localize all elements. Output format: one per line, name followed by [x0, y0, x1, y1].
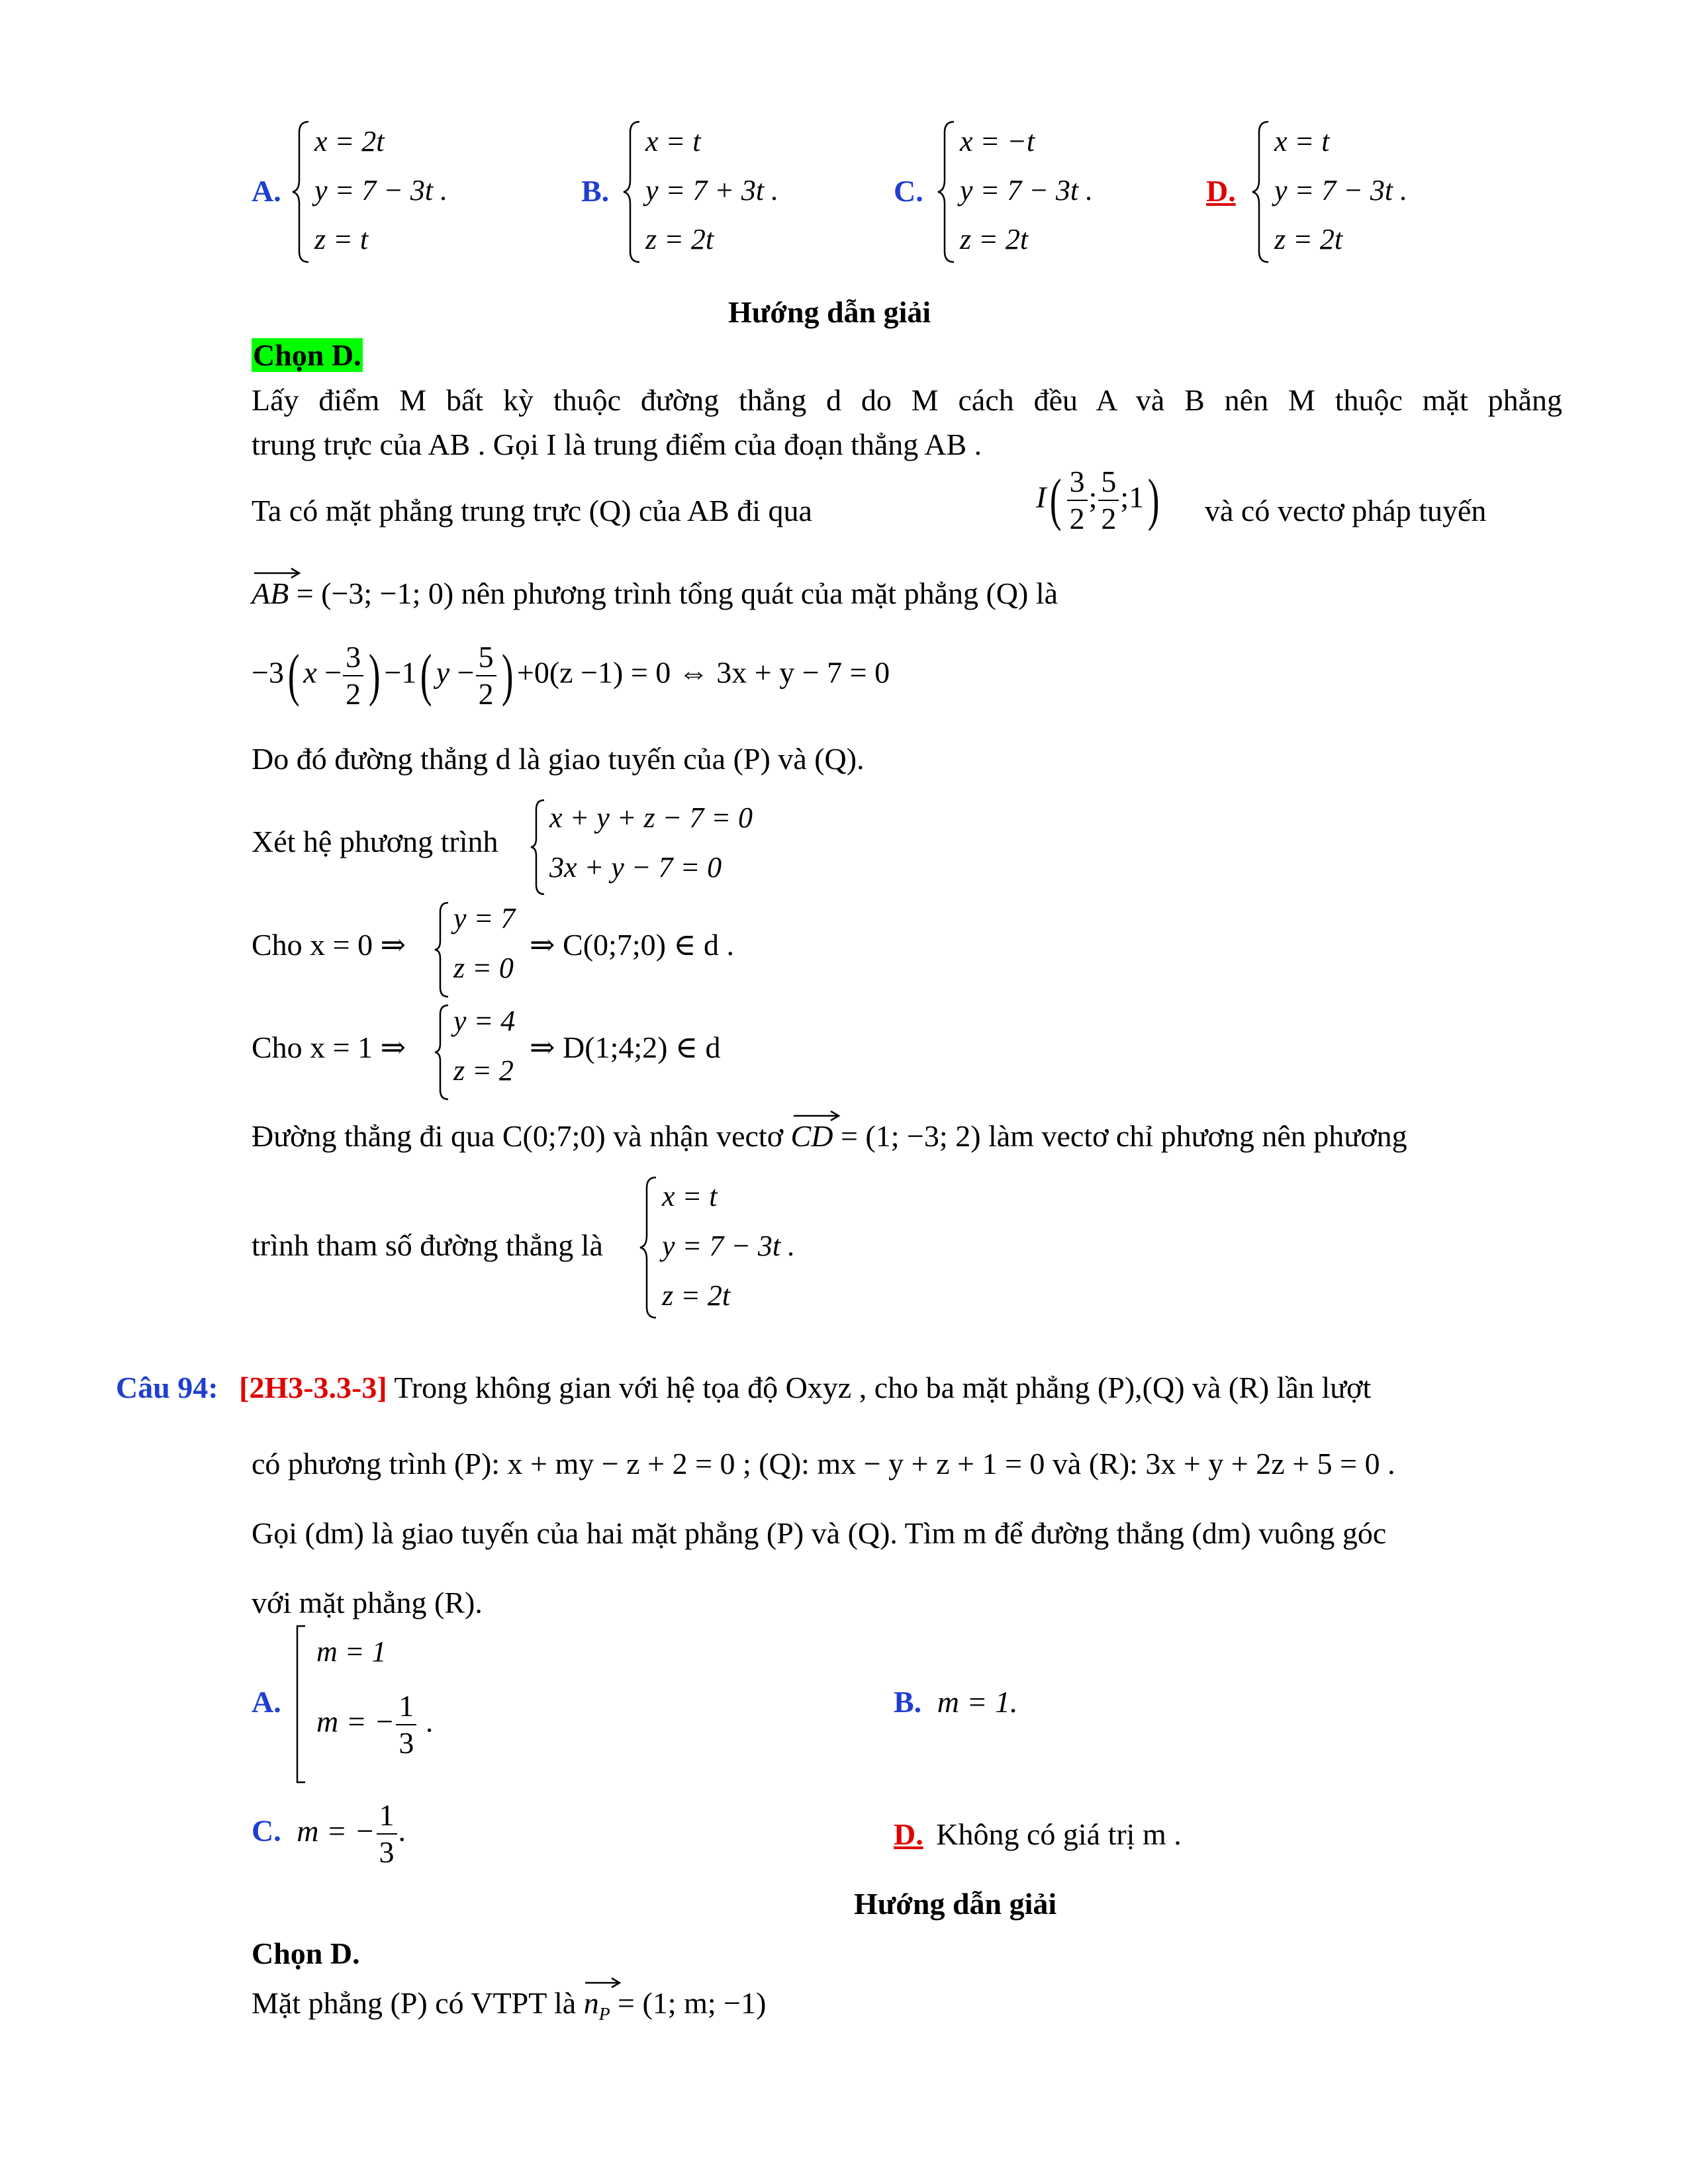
option-d-line3: z = 2t	[1274, 223, 1343, 255]
case-1-prefix: Cho x = 0 ⇒	[252, 928, 406, 962]
q94-option-c[interactable]: C. m = − $\frac{1}{3}$ .	[252, 1798, 406, 1869]
vector-arrow-icon: $n_P$	[584, 1985, 610, 2025]
paragraph: trung trực của AB . Gọi I là trung điểm của đoạn thẳng AB .	[252, 428, 982, 461]
option-c-line3: z = 2t	[960, 223, 1029, 255]
text: nên phương trình tổng quát của mặt phẳng (Q) là	[461, 576, 1058, 610]
text: Ta có mặt phẳng trung trực (Q) của AB đi qua	[252, 494, 812, 527]
option-b-line2: y = 7 + 3t .	[645, 174, 779, 206]
final-line1: x = t	[662, 1180, 718, 1212]
bracket-icon	[295, 1625, 308, 1784]
vector-arrow-icon: CD	[791, 1118, 833, 1154]
question-text: có phương trình (P): x + my − z + 2 = 0 ; (Q): mx − y + z + 1 = 0 và (R): 3x + y + 2z + 5 = 0 .	[252, 1447, 1395, 1480]
option-label: C.	[252, 1813, 281, 1848]
option-label: D.	[894, 1817, 923, 1851]
case-1-line1: y = 7	[453, 902, 516, 934]
vector-value: = (1; m; −1)	[618, 1986, 767, 2020]
q94-option-a-line1: m = 1	[316, 1635, 387, 1668]
point-i: I( $\frac{3}{2}$ ; $\frac{5}{2}$ ;1)	[1036, 465, 1160, 535]
brace-icon	[639, 1175, 659, 1320]
option-a-label[interactable]	[252, 173, 281, 208]
question-code: [2H3-3.3-3]	[239, 1371, 387, 1404]
option-b-line1: x = t	[645, 125, 701, 158]
option-text: Không có giá trị m .	[936, 1817, 1182, 1851]
case-1-line2: z = 0	[453, 952, 514, 984]
paragraph: Xét hệ phương trình	[252, 825, 498, 858]
option-label: A.	[252, 174, 281, 208]
vector-arrow-icon: AB	[252, 576, 289, 611]
option-label: C.	[894, 174, 923, 208]
system-line1: x + y + z − 7 = 0	[549, 801, 753, 834]
answer-choice: Chọn D.	[252, 1936, 360, 1970]
option-a-line2: y = 7 − 3t .	[314, 174, 448, 206]
question-header	[116, 1370, 1371, 1405]
question-text: Trong không gian với hệ tọa độ Oxyz , cho ba mặt phẳng (P),(Q) và (R) lần lượt	[394, 1371, 1372, 1404]
brace-icon	[622, 119, 642, 265]
paragraph: Do đó đường thẳng d là giao tuyến của (P) và (Q).	[252, 742, 865, 776]
option-text: m = −	[297, 1813, 375, 1848]
option-c-line2: y = 7 − 3t .	[960, 174, 1094, 206]
equation-result: +0(z −1) = 0 ⇔ 3x + y − 7 = 0	[516, 655, 890, 690]
final-line3: z = 2t	[662, 1279, 731, 1312]
q94-option-a-line2: m = − $\frac{1}{3}$ .	[316, 1689, 434, 1760]
vector-ab	[252, 576, 1058, 611]
text: và có vectơ pháp tuyến	[1205, 494, 1487, 527]
option-b-line3: z = 2t	[645, 223, 714, 255]
case-2-line1: y = 4	[453, 1005, 516, 1037]
case-2-prefix: Cho x = 1 ⇒	[252, 1030, 406, 1064]
paragraph	[252, 1985, 766, 2025]
option-label: B.	[581, 174, 610, 208]
plane-equation: −3( x − $\frac{3}{2}$ ) −1( y − $\frac{5}{2}$ ) +0(z −1) = 0 ⇔ 3x + y − 7 = 0	[252, 640, 890, 711]
brace-icon	[291, 119, 311, 265]
q94-option-d[interactable]	[894, 1817, 1182, 1852]
option-text: m = 1.	[937, 1685, 1018, 1719]
brace-icon	[434, 900, 451, 999]
system-line2: 3x + y − 7 = 0	[549, 851, 722, 884]
paragraph	[252, 1118, 1407, 1154]
question-text: với mặt phẳng (R).	[252, 1586, 483, 1619]
option-b-label[interactable]	[581, 173, 609, 208]
option-a-line1: x = 2t	[314, 125, 385, 158]
case-2-result: ⇒ D(1;4;2) ∈ d	[530, 1030, 721, 1064]
paragraph: trình tham số đường thẳng là	[252, 1228, 603, 1262]
option-label: B.	[894, 1685, 922, 1719]
option-a-line3: z = t	[314, 223, 369, 255]
q94-option-a[interactable]: A.	[252, 1685, 281, 1719]
text: Đường thẳng đi qua C(0;7;0) và nhận vectơ	[252, 1119, 784, 1153]
answer-choice	[252, 338, 363, 373]
text: = (1; −3; 2) làm vectơ chỉ phương nên phương	[840, 1119, 1407, 1153]
brace-icon	[937, 119, 957, 265]
brace-icon	[434, 1003, 451, 1102]
case-2-line2: z = 2	[453, 1054, 514, 1087]
brace-icon	[530, 797, 547, 897]
option-d-line1: x = t	[1274, 125, 1330, 158]
paragraph: Lấy điểm M bất kỳ thuộc đường thẳng d do M cách đều A và B nên M thuộc mặt phẳng	[252, 383, 1562, 417]
option-d-label[interactable]	[1206, 173, 1236, 208]
answer-choice-highlight: Chọn D.	[253, 338, 361, 372]
option-d-line2: y = 7 − 3t .	[1274, 174, 1408, 206]
case-1-result: ⇒ C(0;7;0) ∈ d .	[530, 928, 734, 962]
text: Mặt phẳng (P) có VTPT là	[252, 1986, 577, 2020]
q94-option-b[interactable]	[894, 1684, 1017, 1719]
option-c-label[interactable]	[894, 173, 923, 208]
final-line2: y = 7 − 3t .	[662, 1230, 796, 1262]
solution-heading: Hướng dẫn giải	[728, 295, 931, 329]
option-c-line1: x = −t	[960, 125, 1035, 158]
brace-icon	[1251, 119, 1271, 265]
solution-heading: Hướng dẫn giải	[854, 1887, 1057, 1921]
question-text: Gọi (dm) là giao tuyến của hai mặt phẳng (P) và (Q). Tìm m để đường thẳng (dm) vuông góc	[252, 1516, 1387, 1550]
question-number: Câu 94:	[116, 1371, 218, 1404]
option-label: D.	[1206, 174, 1236, 208]
vector-value: = (−3; −1; 0)	[296, 576, 454, 610]
